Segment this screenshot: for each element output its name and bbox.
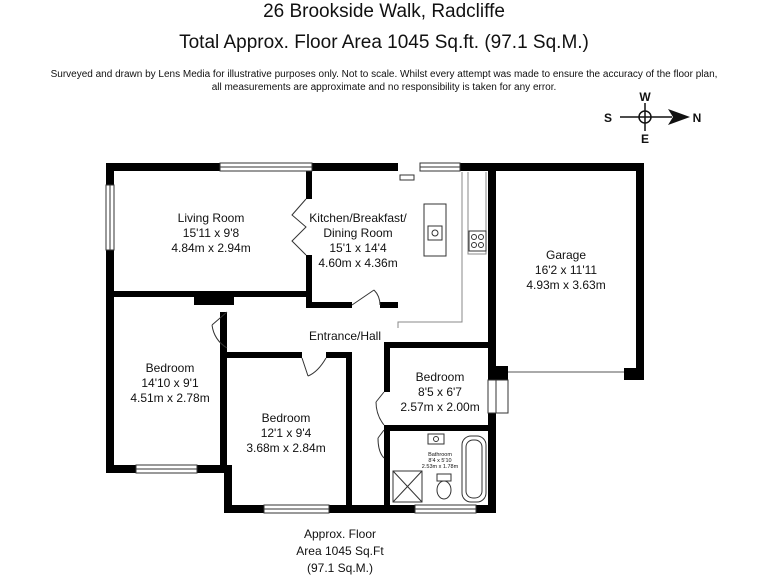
room-name: Garage (545, 248, 587, 262)
wall (106, 465, 136, 473)
room-living (171, 211, 250, 255)
door-swing (378, 430, 384, 458)
wall (220, 312, 227, 473)
wall (460, 163, 644, 171)
wall (488, 163, 496, 380)
wall (312, 302, 352, 308)
wall (636, 163, 644, 380)
footer-line-2: Area 1045 Sq.Ft (296, 544, 384, 558)
room-garage (526, 248, 605, 292)
floor-area-title: Total Approx. Floor Area 1045 Sq.ft. (97.1 Sq.M.) (179, 32, 589, 53)
footer-area-label (296, 527, 384, 575)
wall (380, 302, 398, 308)
room-bathroom (422, 452, 459, 470)
room-metric: 4.93m x 3.63m (526, 278, 606, 292)
property-address-title: 26 Brookside Walk, Radcliffe (263, 1, 505, 22)
wall (390, 425, 488, 431)
room-name: Bedroom (415, 370, 465, 384)
wall (329, 505, 415, 513)
compass-e-label: E (640, 132, 650, 146)
back-door-step (400, 175, 414, 180)
room-name: Bathroom (428, 452, 452, 458)
sink-drain (432, 230, 438, 236)
wall (106, 163, 114, 185)
disclaimer-line-1: Surveyed and drawn by Lens Media for illustrative purposes only. Not to scale. Whilst every attempt was made to ensure the accuracy of the floor plan, (50, 69, 718, 80)
room-imperial: 14'10 x 9'1 (141, 376, 199, 390)
room-name: Entrance/Hall (308, 329, 382, 343)
window (488, 380, 508, 413)
bath-inner (466, 440, 482, 498)
wall (384, 425, 390, 513)
hob-icon (469, 231, 486, 251)
room-bedroom-1 (130, 361, 209, 405)
room-hall (309, 329, 381, 343)
wall (106, 250, 114, 473)
wall (234, 291, 312, 297)
room-imperial: 16'2 x 11'11 (534, 263, 598, 277)
footer-line-3: (97.1 Sq.M.) (306, 561, 374, 575)
room-imperial: 8'4 x 5'10 (428, 458, 452, 464)
wall (384, 342, 488, 348)
door-swing (302, 358, 326, 376)
toilet-cistern (437, 474, 451, 481)
room-name: Bedroom (261, 411, 311, 425)
wall (624, 368, 644, 380)
room-name-line2: Dining Room (323, 226, 393, 240)
room-imperial: 15'1 x 14'4 (329, 241, 387, 255)
wall (227, 352, 302, 358)
disclaimer-line-2: all measurements are approximate and no responsibility is taken for any error. (211, 82, 557, 93)
toilet-icon (437, 481, 451, 499)
wall (306, 171, 312, 199)
bifold-door (292, 199, 306, 255)
wall (384, 342, 390, 392)
wall (106, 163, 220, 171)
room-metric: 2.53m x 1.78m (421, 464, 459, 470)
door-swing (352, 290, 380, 305)
room-name: Bedroom (145, 361, 195, 375)
door-swing (376, 392, 384, 425)
room-kitchen (309, 211, 407, 270)
sink-icon (428, 226, 442, 240)
room-name-line1: Kitchen/Breakfast/ (309, 211, 407, 225)
room-imperial: 8'5 x 6'7 (418, 385, 462, 399)
wall (224, 505, 264, 513)
wall (488, 413, 496, 513)
wall (312, 163, 398, 171)
room-metric: 4.84m x 2.94m (171, 241, 251, 255)
room-metric: 4.60m x 4.36m (318, 256, 398, 270)
room-bedroom-2 (246, 411, 325, 455)
room-imperial: 15'11 x 9'8 (182, 226, 240, 240)
room-metric: 3.68m x 2.84m (246, 441, 326, 455)
kitchen-worktop (398, 172, 486, 328)
room-name: Living Room (177, 211, 245, 225)
kitchen-fixtures (424, 204, 486, 256)
wall (114, 291, 194, 297)
compass-w-label: W (639, 90, 651, 104)
room-bedroom-3 (400, 370, 479, 414)
room-imperial: 12'1 x 9'4 (260, 426, 312, 440)
compass-n-label: N (692, 111, 702, 125)
room-metric: 4.51m x 2.78m (130, 391, 210, 405)
wall (306, 255, 312, 308)
wall (346, 352, 352, 513)
footer-line-1: Approx. Floor (303, 527, 377, 541)
room-metric: 2.57m x 2.00m (400, 400, 480, 414)
chimney-breast (194, 291, 234, 305)
basin-icon (428, 434, 444, 444)
compass (604, 90, 701, 146)
compass-s-label: S (603, 111, 613, 125)
